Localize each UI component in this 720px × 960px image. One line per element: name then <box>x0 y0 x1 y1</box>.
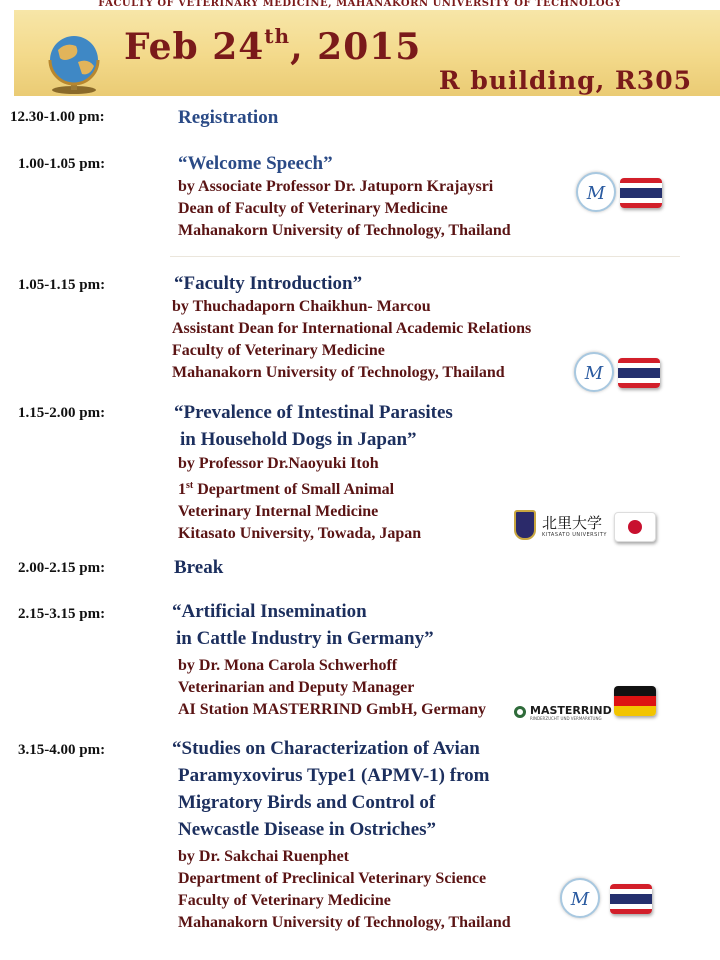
event-date: Feb 24th, 2015 <box>124 24 422 68</box>
thailand-flag-icon <box>618 358 660 388</box>
title-line: in Household Dogs in Japan” <box>180 429 417 450</box>
session-title <box>172 735 490 843</box>
session-title: Registration <box>178 107 279 128</box>
session-details <box>178 176 511 242</box>
thailand-flag-icon <box>620 178 662 208</box>
divider <box>170 256 680 257</box>
masterrind-logo-text: MASTERRIND <box>530 704 612 717</box>
affiliation-line: Mahanakorn University of Technology, Thailand <box>178 222 511 239</box>
title-line: in Cattle Industry in Germany” <box>176 628 434 649</box>
session-time: 1.15-2.00 pm: <box>18 405 106 421</box>
title-line: “Prevalence of Intestinal Parasites <box>174 402 453 423</box>
affiliation-line: Veterinarian and Deputy Manager <box>178 679 415 696</box>
speaker-line: by Dr. Mona Carola Schwerhoff <box>178 657 398 674</box>
session-title: “Faculty Introduction” <box>174 273 363 294</box>
affiliation-line: Department of Preclinical Veterinary Science <box>178 870 487 887</box>
title-line: Paramyxovirus Type1 (APMV-1) from <box>178 765 490 786</box>
affiliation-line: 1st Department of Small Animal <box>178 480 395 498</box>
masterrind-logo <box>514 702 610 722</box>
globe-icon <box>34 32 114 96</box>
session-time: 12.30-1.00 pm: <box>10 109 105 125</box>
session-time: 1.05-1.15 pm: <box>18 277 106 293</box>
session-title: “Welcome Speech” <box>178 153 333 174</box>
speaker-line: by Associate Professor Dr. Jatuporn Krajaysri <box>178 178 494 195</box>
kitasato-logo-subtext: KITASATO UNIVERSITY <box>542 532 607 538</box>
svg-text:M: M <box>584 363 604 384</box>
svg-text:M: M <box>570 889 590 910</box>
affiliation-line: Mahanakorn University of Technology, Thailand <box>172 364 505 381</box>
session-time: 2.15-3.15 pm: <box>18 606 106 622</box>
session-details <box>178 846 511 934</box>
title-line: Migratory Birds and Control of <box>178 792 436 813</box>
session-details <box>178 453 421 545</box>
session-details <box>178 655 486 721</box>
affiliation-line: Kitasato University, Towada, Japan <box>178 525 422 542</box>
session-title <box>172 598 434 652</box>
mahanakorn-logo <box>576 172 616 212</box>
affiliation-line: Faculty of Veterinary Medicine <box>172 342 385 359</box>
speaker-line: by Professor Dr.Naoyuki Itoh <box>178 455 379 472</box>
affiliation-line: Dean of Faculty of Veterinary Medicine <box>178 200 448 217</box>
affiliation-line: AI Station MASTERRIND GmbH, Germany <box>178 701 487 718</box>
speaker-line: by Thuchadaporn Chaikhun- Marcou <box>172 298 431 315</box>
kitasato-logo-text: 北里大学 <box>542 514 603 532</box>
session-time: 3.15-4.00 pm: <box>18 742 106 758</box>
germany-flag-icon <box>614 686 656 716</box>
session-time: 2.00-2.15 pm: <box>18 560 106 576</box>
affiliation-line: Veterinary Internal Medicine <box>178 503 379 520</box>
kitasato-university-logo <box>514 510 607 542</box>
session-details <box>172 296 531 384</box>
japan-flag-icon <box>614 512 656 542</box>
session-time: 1.00-1.05 pm: <box>18 156 106 172</box>
speaker-line: by Dr. Sakchai Ruenphet <box>178 848 350 865</box>
svg-text:M: M <box>586 183 606 204</box>
event-venue: R building, R305 <box>438 66 692 95</box>
session-title <box>174 399 453 453</box>
title-line: “Studies on Characterization of Avian <box>172 738 480 759</box>
event-banner <box>14 10 720 96</box>
kitasato-crest-icon <box>514 510 536 540</box>
affiliation-line: Mahanakorn University of Technology, Thailand <box>178 914 511 931</box>
masterrind-mark-icon <box>514 706 526 718</box>
mahanakorn-logo <box>574 352 614 392</box>
mahanakorn-logo <box>560 878 600 918</box>
affiliation-line: Assistant Dean for International Academic Relations <box>172 320 532 337</box>
faculty-header-line: FACULTY OF VETERINARY MEDICINE, MAHANAKORN UNIVERSITY OF TECHNOLOGY <box>98 0 622 9</box>
affiliation-line: Faculty of Veterinary Medicine <box>178 892 391 909</box>
masterrind-logo-subtext: RINDERZUCHT UND VERMARKTUNG <box>530 716 602 721</box>
thailand-flag-icon <box>610 884 652 914</box>
title-line: Newcastle Disease in Ostriches” <box>178 819 437 840</box>
title-line: “Artificial Insemination <box>172 601 367 622</box>
session-title: Break <box>174 557 224 578</box>
